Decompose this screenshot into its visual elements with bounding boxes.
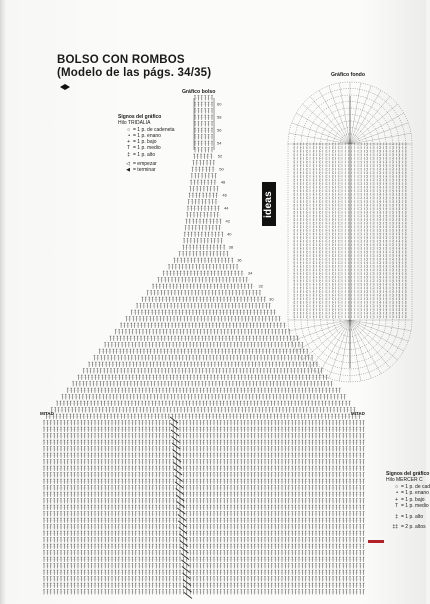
legend-bottom-label: = 1 p. enano [401,490,429,497]
bag-crochet-chart [43,96,364,599]
legend-bottom-label: = 1 p. alto [401,514,424,521]
single-crochet-icon: + [395,496,398,503]
legend-top-label: = empezar [133,161,157,168]
half-double-icon: T [394,503,398,510]
single-crochet-icon: + [127,139,130,146]
legend-bottom-label: = 1 p. de cad [401,483,430,490]
legend-bottom-yarn: Hilo MERCER C [386,477,423,484]
half-marker-right: MITAD [351,411,365,416]
legend-bottom-label: = 2 p. altos [401,523,426,530]
half-marker-left: MITAD [40,411,54,416]
legend-bottom-row [386,503,430,509]
chain-stitch-icon: ○ [394,483,398,490]
legend-top-label: = 1 p. alto [133,151,156,158]
legend-top-label: = 1 p. de cadeneta [133,126,175,133]
legend-bottom-row [386,524,430,530]
slip-stitch-icon: • [396,490,398,497]
legend-top-yarn: Hilo TRIDALIA [118,120,151,127]
half-double-icon: T [126,145,130,152]
legend-top-label: = 1 p. enano [133,132,161,139]
legend-bottom-heading: Signos del gráfico [386,471,430,477]
legend-bottom [386,471,430,530]
end-arrow-icon: ◀ [126,167,130,174]
legend-top-label: = 1 p. medio [133,145,161,152]
slip-stitch-icon: • [128,132,130,139]
ideas-logo-text: ideas [263,190,275,218]
title-line-2: (Modelo de las págs. 34/35) [57,67,212,79]
base-crochet-chart [288,82,412,382]
double-crochet-icon: ‡ [127,151,130,158]
legend-top-heading: Signos del gráfico [118,114,162,120]
two-double-crochet-icon: ‡‡ [392,523,398,530]
legend-bottom-label: = 1 p. bajo [401,496,425,503]
legend-top-label: = 1 p. bajo [133,139,157,146]
start-arrow-icon: ◁ [126,161,130,168]
bag-chart-title: Gráfico bolso [182,89,216,95]
base-chart-title: Gráfico fondo [331,72,366,78]
double-crochet-icon: ‡ [395,514,398,521]
legend-bottom-label: = 1 p. medio [401,503,429,510]
legend-top-label: = terminar [133,167,156,174]
red-yarn-swatch [368,540,384,543]
title-line-1: BOLSO CON ROMBOS [57,54,185,66]
chain-stitch-icon: ○ [126,126,130,133]
